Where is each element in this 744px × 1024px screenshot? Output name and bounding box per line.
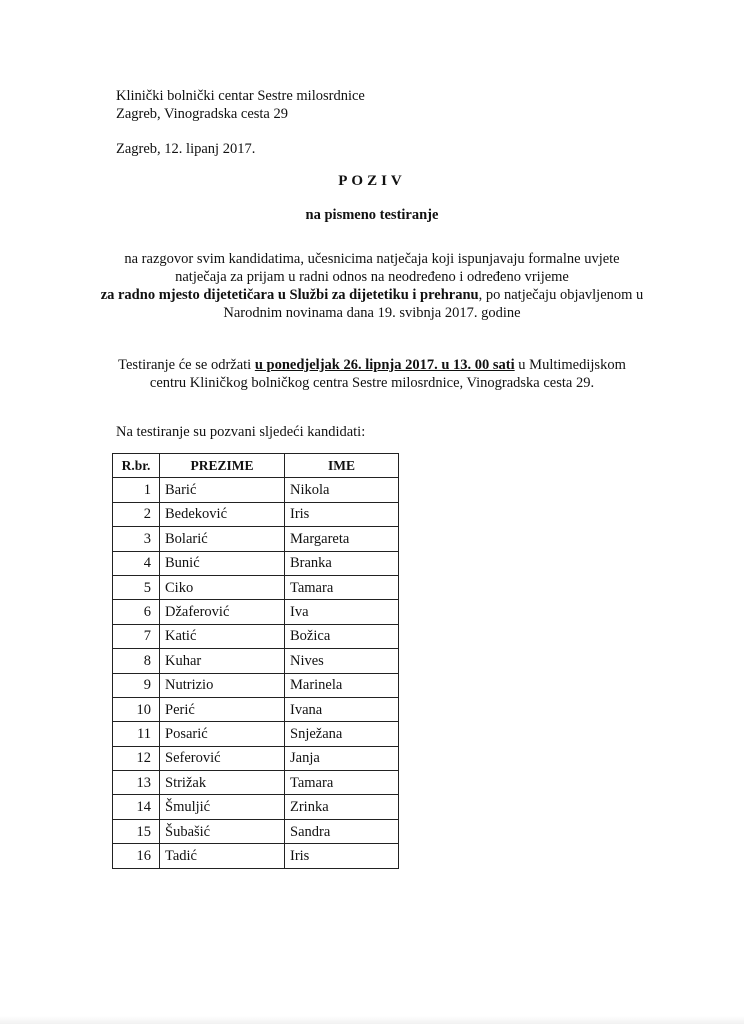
row-number: 12 <box>113 746 160 770</box>
row-number: 1 <box>113 478 160 502</box>
date-line: Zagreb, 12. lipanj 2017. <box>116 141 256 157</box>
surname-cell: Šmuljić <box>160 795 285 819</box>
row-number: 11 <box>113 722 160 746</box>
table-row <box>113 551 399 575</box>
name-cell: Nikola <box>285 478 399 502</box>
testing-line-2: centru Kliničkog bolničkog centra Sestre milosrdnice, Vinogradska cesta 29. <box>149 375 595 391</box>
surname-cell: Perić <box>160 697 285 721</box>
table-row <box>113 649 399 673</box>
name-cell: Tamara <box>285 771 399 795</box>
table-row <box>113 697 399 721</box>
institution-name: Klinički bolnički centar Sestre milosrdnice <box>116 88 365 104</box>
table-row <box>113 819 399 843</box>
table-row <box>113 722 399 746</box>
list-intro: Na testiranje su pozvani sljedeći kandidati: <box>116 424 366 440</box>
surname-cell: Tadić <box>160 844 285 868</box>
table-row <box>113 478 399 502</box>
header-prezime: PREZIME <box>160 454 285 478</box>
name-cell: Božica <box>285 624 399 648</box>
row-number: 4 <box>113 551 160 575</box>
intro-line-3-rest: , po natječaju objavljenom u <box>478 287 644 303</box>
institution-address: Zagreb, Vinogradska cesta 29 <box>116 106 288 122</box>
table-row <box>113 624 399 648</box>
row-number: 7 <box>113 624 160 648</box>
name-cell: Margareta <box>285 527 399 551</box>
intro-line-4: Narodnim novinama dana 19. svibnja 2017. godine <box>223 305 521 321</box>
surname-cell: Šubašić <box>160 819 285 843</box>
surname-cell: Džaferović <box>160 600 285 624</box>
row-number: 2 <box>113 502 160 526</box>
surname-cell: Ciko <box>160 575 285 599</box>
surname-cell: Bedeković <box>160 502 285 526</box>
testing-line-1 <box>0 356 744 374</box>
row-number: 13 <box>113 771 160 795</box>
testing-suffix: u Multimedijskom <box>514 357 626 373</box>
intro-line-1: na razgovor svim kandidatima, učesnicima natječaja koji ispunjavaju formalne uvjete <box>124 251 620 267</box>
name-cell: Zrinka <box>285 795 399 819</box>
header-rbr: R.br. <box>113 454 160 478</box>
name-cell: Iva <box>285 600 399 624</box>
name-cell: Tamara <box>285 575 399 599</box>
name-cell: Janja <box>285 746 399 770</box>
intro-line-2: natječaja za prijam u radni odnos na neodređeno i određeno vrijeme <box>175 269 569 285</box>
row-number: 6 <box>113 600 160 624</box>
intro-line-3 <box>0 286 744 304</box>
table-row <box>113 771 399 795</box>
testing-prefix: Testiranje će se održati <box>118 357 255 373</box>
document-title: POZIV <box>338 173 406 189</box>
name-cell: Ivana <box>285 697 399 721</box>
table-row <box>113 502 399 526</box>
surname-cell: Barić <box>160 478 285 502</box>
row-number: 9 <box>113 673 160 697</box>
scan-edge-shadow <box>0 1016 744 1024</box>
surname-cell: Katić <box>160 624 285 648</box>
table-row <box>113 673 399 697</box>
name-cell: Iris <box>285 844 399 868</box>
name-cell: Sandra <box>285 819 399 843</box>
row-number: 8 <box>113 649 160 673</box>
surname-cell: Posarić <box>160 722 285 746</box>
row-number: 3 <box>113 527 160 551</box>
row-number: 5 <box>113 575 160 599</box>
row-number: 16 <box>113 844 160 868</box>
table-row <box>113 746 399 770</box>
surname-cell: Kuhar <box>160 649 285 673</box>
candidates-table <box>112 453 399 869</box>
table-row <box>113 844 399 868</box>
table-row <box>113 600 399 624</box>
surname-cell: Bolarić <box>160 527 285 551</box>
name-cell: Iris <box>285 502 399 526</box>
name-cell: Nives <box>285 649 399 673</box>
row-number: 10 <box>113 697 160 721</box>
table-row <box>113 575 399 599</box>
name-cell: Marinela <box>285 673 399 697</box>
position-title: za radno mjesto dijetetičara u Službi za dijetetiku i prehranu <box>100 287 479 303</box>
row-number: 15 <box>113 819 160 843</box>
document-subtitle: na pismeno testiranje <box>305 207 439 223</box>
name-cell: Branka <box>285 551 399 575</box>
testing-datetime: u ponedjeljak 26. lipnja 2017. u 13. 00 sati <box>254 357 515 373</box>
table-header-row <box>113 454 399 478</box>
name-cell: Snježana <box>285 722 399 746</box>
surname-cell: Bunić <box>160 551 285 575</box>
row-number: 14 <box>113 795 160 819</box>
surname-cell: Seferović <box>160 746 285 770</box>
surname-cell: Strižak <box>160 771 285 795</box>
header-ime: IME <box>285 454 399 478</box>
table-row <box>113 795 399 819</box>
surname-cell: Nutrizio <box>160 673 285 697</box>
table-row <box>113 527 399 551</box>
